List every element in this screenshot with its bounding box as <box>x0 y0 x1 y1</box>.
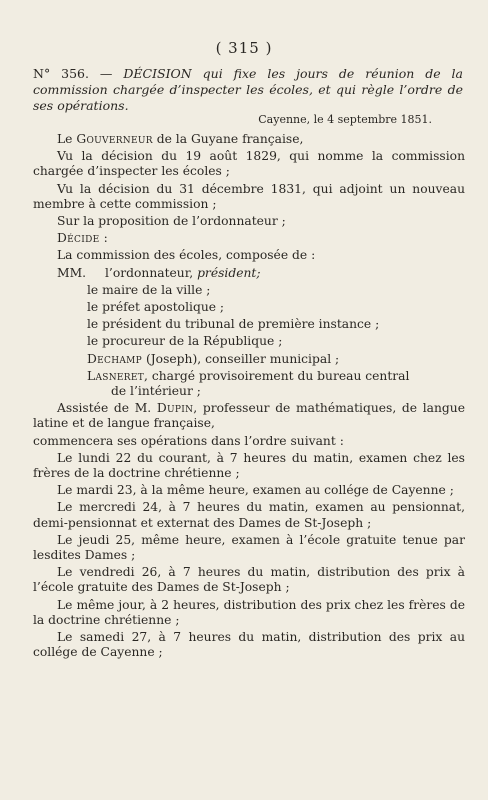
document-body <box>33 132 465 663</box>
vu-paragraph-1: Vu la décision du 19 août 1829, qui nomme la commission chargée d’inspecter les écoles ; <box>33 149 465 179</box>
mm-label: MM. <box>57 265 87 280</box>
member-maire: le maire de la ville ; <box>87 282 211 297</box>
member-lasneret: Lasneret, chargé provisoirement du bureau central de l’intérieur ; <box>87 368 410 399</box>
vu-paragraph-2: Vu la décision du 31 décembre 1831, qui adjoint un nouveau membre à cette commission ; <box>33 181 465 211</box>
governor-prefix: Le <box>57 132 73 146</box>
proposal-paragraph: Sur la proposition de l’ordonnateur ; <box>57 214 286 229</box>
decision-number: N° 356. — <box>33 66 113 81</box>
page-number: ( 315 ) <box>215 39 273 57</box>
member-role: président; <box>193 265 261 280</box>
decision-heading <box>33 66 463 114</box>
schedule-item: Le mardi 23, à la même heure, examen au collége de Cayenne ; <box>57 483 454 498</box>
member-procureur: le procureur de la République ; <box>87 334 283 349</box>
schedule-item: Le lundi 22 du courant, à 7 heures du matin, examen chez les frères de la doctrine chrétienne ; <box>33 450 465 481</box>
commission-intro: La commission des écoles, composée de : <box>57 248 316 263</box>
member-prefet: le préfet apostolique ; <box>87 300 225 315</box>
member-ordonnateur: l’ordonnateur, <box>105 265 194 280</box>
dateline: Cayenne, le 4 septembre 1851. <box>258 113 432 126</box>
governor-rest: de la Guyane française, <box>152 132 304 146</box>
commence-line: commencera ses opérations dans l’ordre suivant : <box>33 433 344 448</box>
member-list-start <box>33 266 465 281</box>
schedule-item: Le mercredi 24, à 7 heures du matin, examen au pensionnat, demi-pensionnat et externat des Dames de St-Joseph ; <box>33 500 465 530</box>
schedule-item: Le même jour, à 2 heures, distribution des prix chez les frères de la doctrine chrétienne ; <box>33 597 465 627</box>
governor-line <box>33 132 465 147</box>
governor-title: Gouverneur <box>76 132 153 146</box>
member-president-tribunal: le président du tribunal de première instance ; <box>87 317 380 332</box>
schedule-item: Le samedi 27, à 7 heures du matin, distribution des prix au collége de Cayenne ; <box>33 630 465 660</box>
decision-word: DÉCISION <box>123 66 192 81</box>
decide-heading: Décide : <box>57 231 109 246</box>
assisted-paragraph: Assistée de M. Dupin, professeur de mathématiques, de langue latine et de langue française, <box>33 401 465 431</box>
schedule-item: Le jeudi 25, même heure, examen à l’école gratuite tenue par lesdites Dames ; <box>33 532 465 563</box>
member-dechamp: Dechamp (Joseph), conseiller municipal ; <box>87 351 340 366</box>
schedule-item: Le vendredi 26, à 7 heures du matin, distribution des prix à l’école gratuite des Dames de St-Joseph ; <box>33 565 465 595</box>
decision-title: qui fixe les jours de réunion de la commission chargée d’inspecter les écoles, et qui règle l’ordre de ses opérations. <box>33 66 464 113</box>
